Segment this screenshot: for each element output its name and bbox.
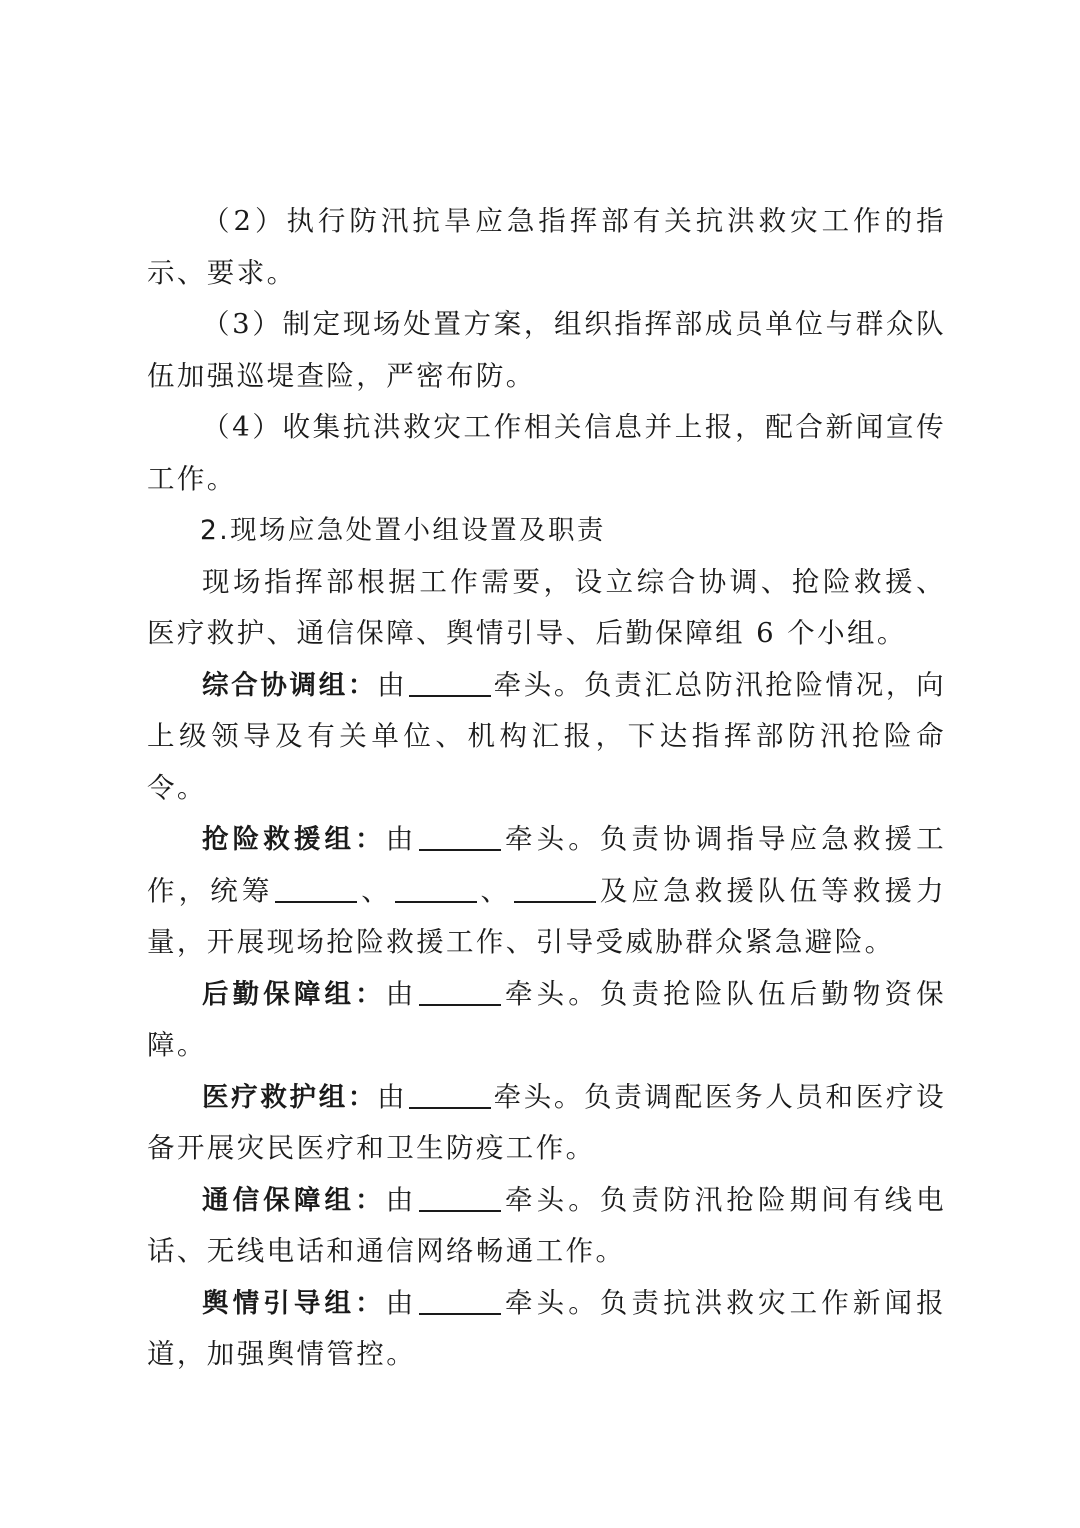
fill-blank: [419, 822, 501, 852]
item-4-paragraph: （4）收集抗洪救灾工作相关信息并上报，配合新闻宣传工作。: [147, 411, 946, 495]
group-text: 牵头。负责抗洪救灾工作新闻报道，加强舆情管控。: [147, 1286, 946, 1370]
group-label: 医疗救护组：: [202, 1081, 378, 1113]
group-coordination: [147, 660, 946, 815]
item-3-paragraph: （3）制定现场处置方案，组织指挥部成员单位与群众队伍加强巡堤查险，严密布防。: [147, 308, 946, 392]
group-label: 抢险救援组：: [202, 824, 386, 855]
separator: 、: [359, 874, 393, 907]
fill-blank: [419, 976, 501, 1006]
group-text-pre: 由: [385, 1183, 418, 1216]
separator: 、: [478, 874, 513, 907]
fill-blank: [395, 873, 477, 903]
group-label: 后勤保障组：: [202, 978, 386, 1010]
group-text: 牵头。负责协调指导应急救援工作，统筹: [147, 823, 946, 907]
section-heading: 2.现场应急处置小组设置及职责: [200, 515, 606, 546]
group-text: 牵头。负责调配医务人员和医疗设备开展灾民医疗和卫生防疫工作。: [147, 1080, 946, 1164]
group-text: 牵头。负责防汛抢险期间有线电话、无线电话和通信网络畅通工作。: [147, 1183, 946, 1267]
group-text-pre: 由: [377, 668, 408, 701]
group-text-pre: 由: [377, 1080, 408, 1113]
group-medical: [147, 1072, 946, 1175]
group-communications: [147, 1175, 946, 1278]
fill-blank: [409, 1079, 491, 1109]
group-text-pre: 由: [385, 1286, 418, 1319]
group-label: 舆情引导组：: [202, 1287, 386, 1319]
group-rescue: [147, 814, 946, 969]
group-text: 牵头。负责抢险队伍后勤物资保障。: [147, 977, 946, 1061]
fill-blank: [419, 1285, 501, 1315]
section-intro: 现场指挥部根据工作需要，设立综合协调、抢险救援、医疗救护、通信保障、舆情引导、后勤保障组 6 个小组。: [147, 565, 946, 649]
group-text: 牵头。负责汇总防汛抢险情况，向上级领导及有关单位、机构汇报，下达指挥部防汛抢险命令。: [147, 668, 946, 804]
group-label: 综合协调组：: [202, 669, 378, 701]
group-text: 及应急救援队伍等救援力量，开展现场抢险救援工作、引导受威胁群众紧急避险。: [147, 874, 946, 958]
item-2-paragraph: （2）执行防汛抗旱应急指挥部有关抗洪救灾工作的指示、要求。: [147, 205, 946, 289]
fill-blank: [409, 667, 491, 697]
group-text-pre: 由: [385, 823, 418, 855]
group-public-opinion: [147, 1278, 946, 1381]
fill-blank: [275, 873, 357, 903]
group-logistics: [147, 969, 946, 1072]
fill-blank: [514, 873, 596, 903]
group-text-pre: 由: [385, 977, 418, 1010]
group-label: 通信保障组：: [202, 1184, 386, 1216]
fill-blank: [419, 1182, 501, 1212]
